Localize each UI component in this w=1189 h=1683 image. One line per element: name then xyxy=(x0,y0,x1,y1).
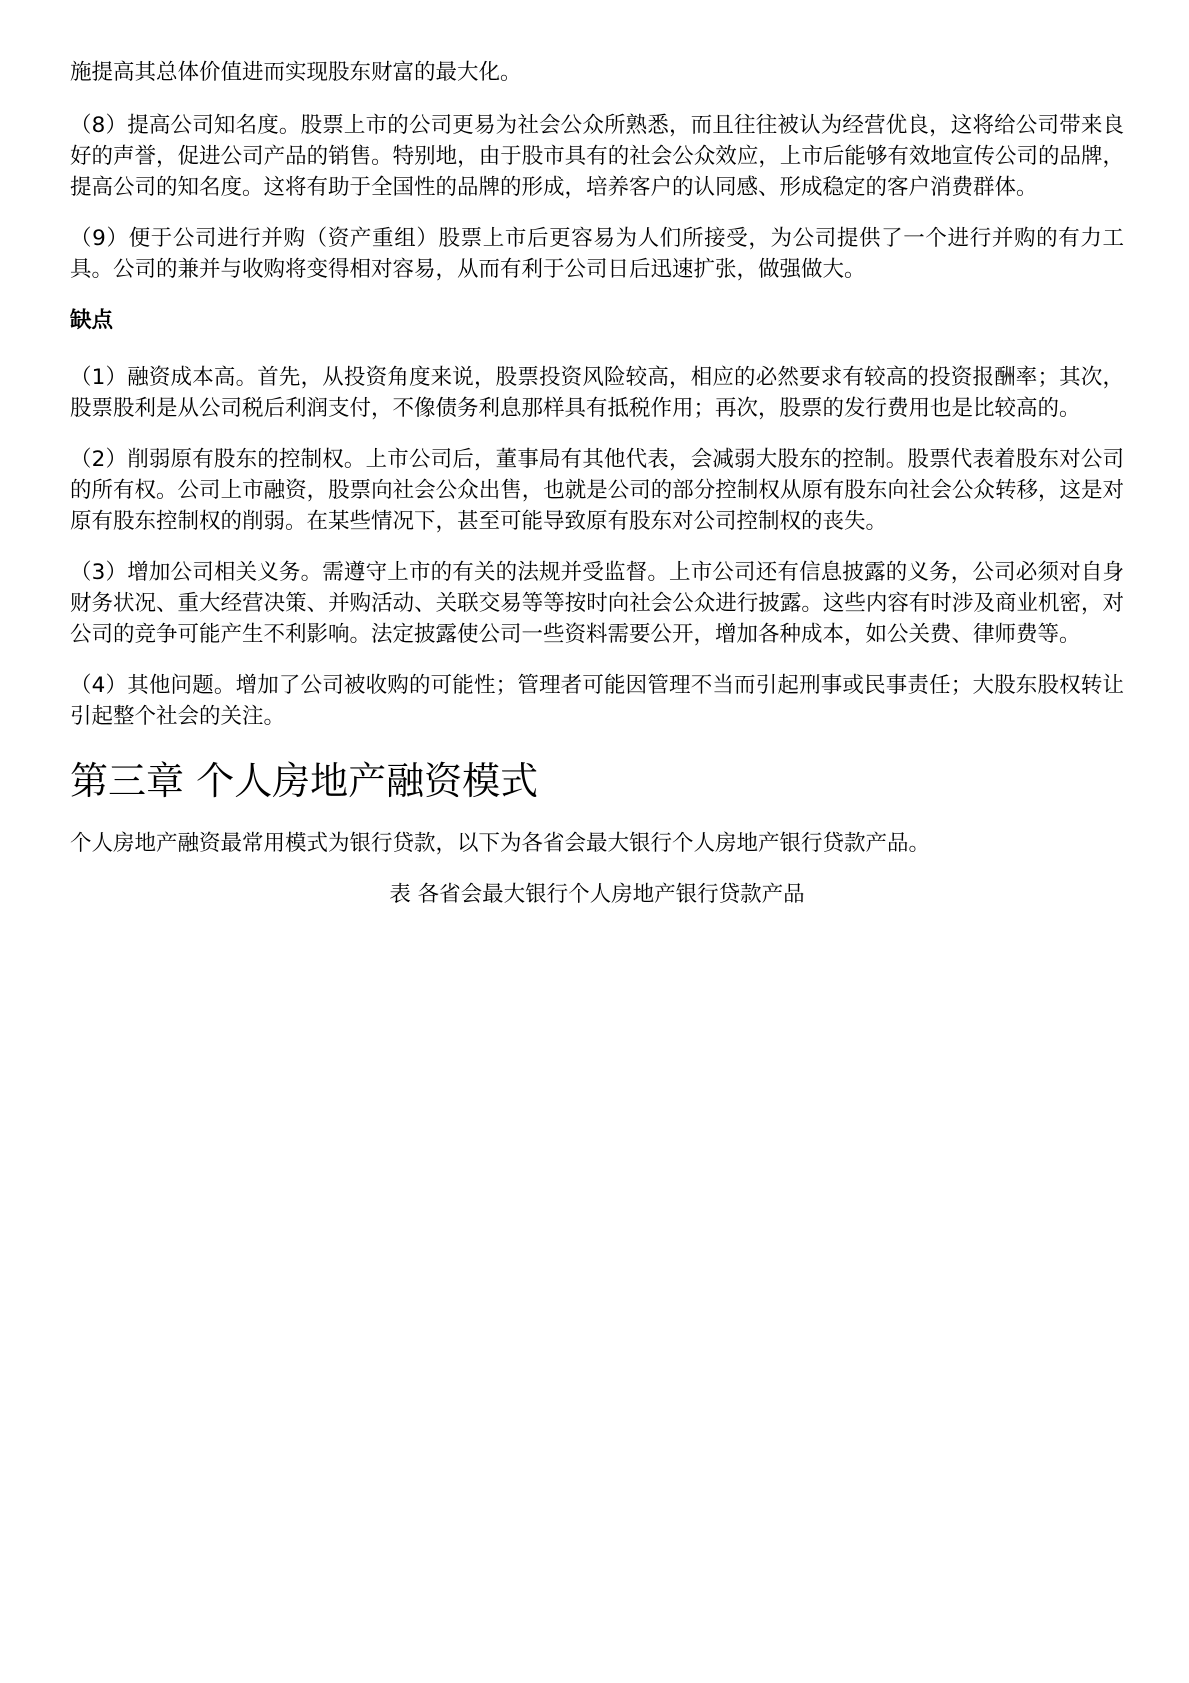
table-caption: 表 各省会最大银行个人房地产银行贷款产品 xyxy=(389,882,805,907)
chapter-title: 第三章 个人房地产融资模式 xyxy=(70,759,539,803)
paragraph-disadvantage-3: （3）增加公司相关义务。需遵守上市的有关的法规并受监督。上市公司还有信息披露的义务，公司必须对自身财务状况、重大经营决策、并购活动、关联交易等等按时向社会公众进行披露。这些内容有时涉及商业机密，对公司的竞争可能产生不利影响。法定披露使公司一些资料需要公开，增加各种成本，如公关费、律师费等。 xyxy=(70,560,1124,647)
paragraph-disadvantage-4: （4）其他问题。增加了公司被收购的可能性；管理者可能因管理不当而引起刑事或民事责任；大股东股权转让引起整个社会的关注。 xyxy=(70,673,1124,729)
paragraph-disadvantage-1: （1）融资成本高。首先，从投资角度来说，股票投资风险较高，相应的必然要求有较高的投资报酬率；其次，股票股利是从公司税后利润支付，不像债务利息那样具有抵税作用；再次，股票的发行费用也是比较高的。 xyxy=(70,365,1124,421)
paragraph-disadvantage-2: （2）削弱原有股东的控制权。上市公司后，董事局有其他代表，会减弱大股东的控制。股票代表着股东对公司的所有权。公司上市融资，股票向社会公众出售，也就是公司的部分控制权从原有股东向社会公众转移，这是对原有股东控制权的削弱。在某些情况下，甚至可能导致原有股东对公司控制权的丧失。 xyxy=(70,447,1124,534)
paragraph-continuation: 施提高其总体价值进而实现股东财富的最大化。 xyxy=(70,60,522,85)
disadvantages-heading: 缺点 xyxy=(70,308,114,333)
chapter-intro: 个人房地产融资最常用模式为银行贷款，以下为各省会最大银行个人房地产银行贷款产品。 xyxy=(70,831,931,856)
paragraph-advantage-8: （8）提高公司知名度。股票上市的公司更易为社会公众所熟悉，而且往往被认为经营优良，这将给公司带来良好的声誉，促进公司产品的销售。特别地，由于股市具有的社会公众效应，上市后能够有效地宣传公司的品牌，提高公司的知名度。这将有助于全国性的品牌的形成，培养客户的认同感、形成稳定的客户消费群体。 xyxy=(70,113,1124,200)
document-page xyxy=(70,57,1124,910)
paragraph-advantage-9: （9）便于公司进行并购（资产重组）股票上市后更容易为人们所接受，为公司提供了一个进行并购的有力工具。公司的兼并与收购将变得相对容易，从而有利于公司日后迅速扩张，做强做大。 xyxy=(70,226,1124,282)
